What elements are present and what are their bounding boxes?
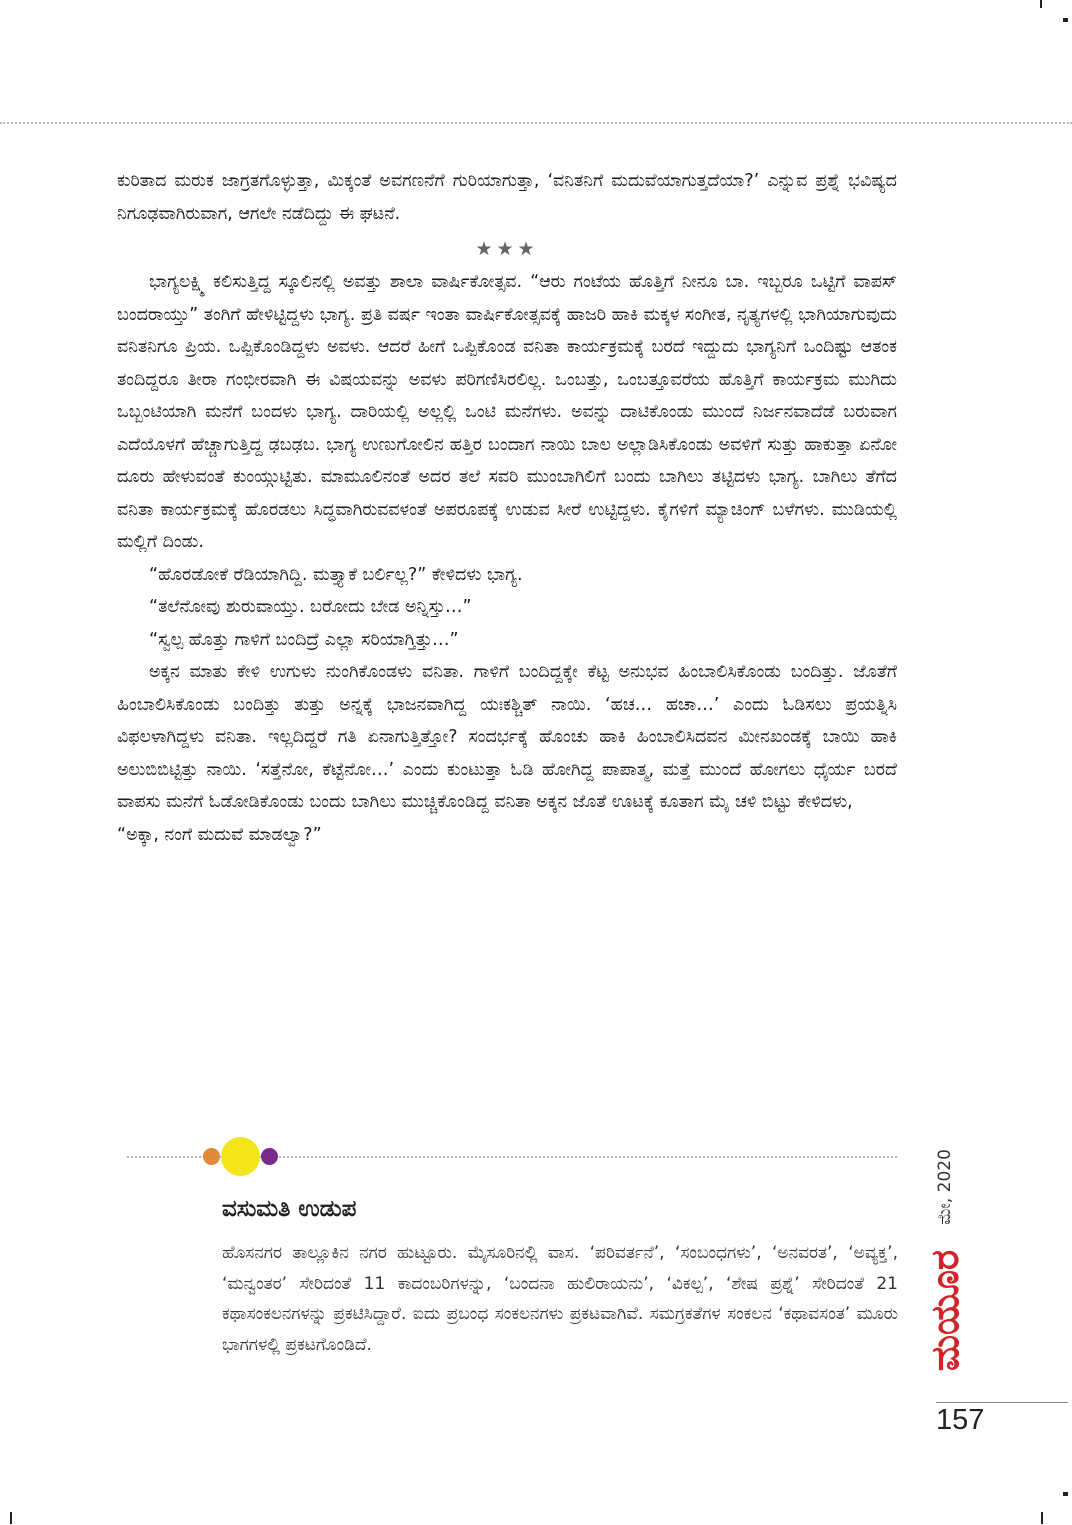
- magazine-logo: [912, 1240, 980, 1380]
- section-separator: ★★★: [475, 238, 539, 260]
- story-dialogue: “ಹೊರಡೋಕೆ ರೆಡಿಯಾಗಿದ್ದಿ. ಮತ್ತ್ಯಾಕೆ ಬರ್ಲಿಲ್ಲ?” ಕೇಳಿದಳು ಭಾಗ್ಯ.: [149, 564, 523, 585]
- magazine-title: ಮಯೂರ: [923, 1249, 968, 1371]
- crop-mark: [10, 1512, 12, 1524]
- page-number-rule: [936, 1402, 1068, 1403]
- page-number: 157: [936, 1404, 985, 1436]
- story-dialogue: “ಸ್ವಲ್ಪ ಹೊತ್ತು ಗಾಳಿಗೆ ಬಂದಿದ್ರೆ ಎಲ್ಲಾ ಸರಿಯಾಗ್ತಿತ್ತು…”: [149, 629, 459, 650]
- issue-date-text: ಮೇ, 2020: [935, 1149, 956, 1225]
- story-dialogue: “ತಲೆನೋವು ಶುರುವಾಯ್ತು. ಬರೋದು ಬೇಡ ಅನ್ನಿಸ್ತು…”: [149, 597, 472, 617]
- story-paragraph: ಭಾಗ್ಯಲಕ್ಷ್ಮಿ ಕಲಿಸುತ್ತಿದ್ದ ಸ್ಕೂಲಿನಲ್ಲಿ ಅವತ್ತು ಶಾಲಾ ವಾರ್ಷಿಕೋತ್ಸವ. “ಆರು ಗಂಟೆಯ ಹೊತ್ತಿಗೆ ನೀನೂ ಬಾ. ಇಬ್ಬರೂ ಒಟ್ಟಿಗೆ ವಾಪಸ್ ಬಂದರಾಯ್ತು” ತಂಗಿಗೆ ಹೇಳಿಟ್ಟಿದ್ದಳು ಭಾಗ್ಯ. ಪ್ರತಿ ವರ್ಷ ಇಂತಾ ವಾರ್ಷಿಕೋತ್ಸವಕ್ಕೆ ಹಾಜರಿ ಹಾಕಿ ಮಕ್ಕಳ ಸಂಗೀತ, ನೃತ್ಯಗಳಲ್ಲಿ ಭಾಗಿಯಾಗುವುದು ವನಿತನಿಗೂ ಪ್ರಿಯ. ಒಪ್ಪಿಕೊಂಡಿದ್ದಳು ಅವಳು. ಆದರೆ ಹೀಗೆ ಒಪ್ಪಿಕೊಂಡ ವನಿತಾ ಕಾರ್ಯಕ್ರಮಕ್ಕೆ ಬರದೆ ಇದ್ದುದು ಭಾಗ್ಯನಿಗೆ ಒಂದಿಷ್ಟು ಆತಂಕ ತಂದಿದ್ದರೂ ತೀರಾ ಗಂಭೀರವಾಗಿ ಈ ವಿಷಯವನ್ನು ಅವಳು ಪರಿಗಣಿಸಿರಲಿಲ್ಲ. ಒಂಬತ್ತು, ಒಂಬತ್ತೂವರೆಯ ಹೊತ್ತಿಗೆ ಕಾರ್ಯಕ್ರಮ ಮುಗಿದು ಒಬ್ಬಂಟಿಯಾಗಿ ಮನೆಗೆ ಬಂದಳು ಭಾಗ್ಯ. ದಾರಿಯಲ್ಲಿ ಅಲ್ಲಲ್ಲಿ ಒಂಟಿ ಮನೆಗಳು. ಅವನ್ನು ದಾಟಿಕೊಂಡು ಮುಂದೆ ನಿರ್ಜನವಾದೆಡೆ ಬರುವಾಗ ಎದೆಯೊಳಗೆ ಹೆಚ್ಚಾಗುತ್ತಿದ್ದ ಢಬಢಬ. ಭಾಗ್ಯ ಉಣುಗೋಲಿನ ಹತ್ತಿರ ಬಂದಾಗ ನಾಯಿ ಬಾಲ ಅಲ್ಲಾಡಿಸಿಕೊಂಡು ಅವಳಿಗೆ ಸುತ್ತು ಹಾಕುತ್ತಾ ಏನೋ ದೂರು ಹೇಳುವಂತೆ ಕುಂಯ್ಗುಟ್ಟಿತು. ಮಾಮೂಲಿನಂತೆ ಅದರ ತಲೆ ಸವರಿ ಮುಂಬಾಗಿಲಿಗೆ ಬಂದು ಬಾಗಿಲು ತಟ್ಟಿದಳು ಭಾಗ್ಯ. ಬಾಗಿಲು ತೆಗೆದ ವನಿತಾ ಕಾರ್ಯಕ್ರಮಕ್ಕೆ ಹೊರಡಲು ಸಿದ್ಧವಾಗಿರುವವಳಂತೆ ಅಪರೂಪಕ್ಕೆ ಉಡುವ ಸೀರೆ ಉಟ್ಟಿದ್ದಳು. ಕೈಗಳಿಗೆ ಮ್ಯಾಚಿಂಗ್ ಬಳೆಗಳು. ಮುಡಿಯಲ್ಲಿ ಮಲ್ಲಿಗೆ ದಿಂಡು.: [117, 272, 897, 552]
- orange-dot: [203, 1148, 220, 1165]
- crop-mark: [1041, 1512, 1043, 1524]
- crop-mark: [1040, 0, 1042, 8]
- top-dotted-rule: [0, 122, 1072, 124]
- story-opening-paragraph: ಕುರಿತಾದ ಮರುಕ ಜಾಗ್ರತಗೊಳ್ಳುತ್ತಾ, ಮಿಕ್ಕಂತೆ ಅವಗಣನೆಗೆ ಗುರಿಯಾಗುತ್ತಾ, ‘ವನಿತನಿಗೆ ಮದುವೆಯಾಗುತ್ತದೆಯಾ?’ ಎನ್ನುವ ಪ್ರಶ್ನೆ ಭವಿಷ್ಯದ ನಿಗೂಢವಾಗಿರುವಾಗ, ಆಗಲೇ ನಡೆದಿದ್ದು ಈ ಘಟನೆ.: [117, 171, 897, 224]
- author-name: ವಸುಮತಿ ಉಡುಪ: [222, 1196, 357, 1222]
- yellow-dot: [221, 1137, 260, 1176]
- issue-date: [915, 1135, 975, 1239]
- author-bio: ಹೊಸನಗರ ತಾಲ್ಲೂಕಿನ ನಗರ ಹುಟ್ಟೂರು. ಮೈಸೂರಿನಲ್ಲಿ ವಾಸ. ‘ಪರಿವರ್ತನೆ’, ‘ಸಂಬಂಧಗಳು’, ‘ಅನವರತ’, ‘ಅವ್ಯಕ್ತ’, ‘ಮನ್ವಂತರ’ ಸೇರಿದಂತೆ 11 ಕಾದಂಬರಿಗಳನ್ನು, ‘ಬಂದನಾ ಹುಲಿರಾಯನು’, ‘ವಿಕಲ್ಪ’, ‘ಶೇಷ ಪ್ರಶ್ನೆ’ ಸೇರಿದಂತೆ 21 ಕಥಾಸಂಕಲನಗಳನ್ನು ಪ್ರಕಟಿಸಿದ್ದಾರೆ. ಐದು ಪ್ರಬಂಧ ಸಂಕಲನಗಳು ಪ್ರಕಟವಾಗಿವೆ. ಸಮಗ್ರಕತೆಗಳ ಸಂಕಲನ ‘ಕಥಾವಸಂತ’ ಮೂರು ಭಾಗಗಳಲ್ಲಿ ಪ್ರಕಟಗೊಂಡಿದೆ.: [222, 1243, 898, 1355]
- crop-mark: [1063, 18, 1068, 22]
- story-paragraph: ಅಕ್ಕನ ಮಾತು ಕೇಳಿ ಉಗುಳು ನುಂಗಿಕೊಂಡಳು ವನಿತಾ. ಗಾಳಿಗೆ ಬಂದಿದ್ದಕ್ಕೇ ಕೆಟ್ಟ ಅನುಭವ ಹಿಂಬಾಲಿಸಿಕೊಂಡು ಬಂದಿತ್ತು. ಜೊತೆಗೆ ಹಿಂಬಾಲಿಸಿಕೊಂಡು ಬಂದಿತ್ತು ತುತ್ತು ಅನ್ನಕ್ಕೆ ಭಾಜನವಾಗಿದ್ದ ಯಃಕಶ್ಚಿತ್ ನಾಯಿ. ‘ಹಚ… ಹಚಾ…’ ಎಂದು ಓಡಿಸಲು ಪ್ರಯತ್ನಿಸಿ ವಿಫಲಳಾಗಿದ್ದಳು ವನಿತಾ. ಇಲ್ಲದಿದ್ದರೆ ಗತಿ ಏನಾಗುತ್ತಿತ್ತೋ? ಸಂದರ್ಭಕ್ಕೆ ಹೊಂಚು ಹಾಕಿ ಹಿಂಬಾಲಿಸಿದವನ ಮೀನಖಂಡಕ್ಕೆ ಬಾಯಿ ಹಾಕಿ ಅಲುಬಿಬಿಟ್ಟಿತ್ತು ನಾಯಿ. ‘ಸತ್ತೆನೋ, ಕೆಟ್ಟೆನೋ…’ ಎಂದು ಕುಂಟುತ್ತಾ ಓಡಿ ಹೋಗಿದ್ದ ಪಾಪಾತ್ಮ, ಮತ್ತೆ ಮುಂದೆ ಹೋಗಲು ಧೈರ್ಯ ಬರದೆ ವಾಪಸು ಮನೆಗೆ ಓಡೋಡಿಕೊಂಡು ಬಂದು ಬಾಗಿಲು ಮುಚ್ಚಿಕೊಂಡಿದ್ದ ವನಿತಾ ಅಕ್ಕನ ಜೊತೆ ಊಟಕ್ಕೆ ಕೂತಾಗ ಮೈ ಚಳಿ ಬಿಟ್ಟು ಕೇಳಿದಳು,: [117, 662, 897, 812]
- purple-dot: [261, 1148, 278, 1165]
- crop-mark: [1063, 1492, 1068, 1496]
- story-body: [117, 165, 897, 851]
- story-closing-line: “ಅಕ್ಕಾ, ನಂಗೆ ಮದುವೆ ಮಾಡಲ್ವಾ?”: [117, 824, 322, 845]
